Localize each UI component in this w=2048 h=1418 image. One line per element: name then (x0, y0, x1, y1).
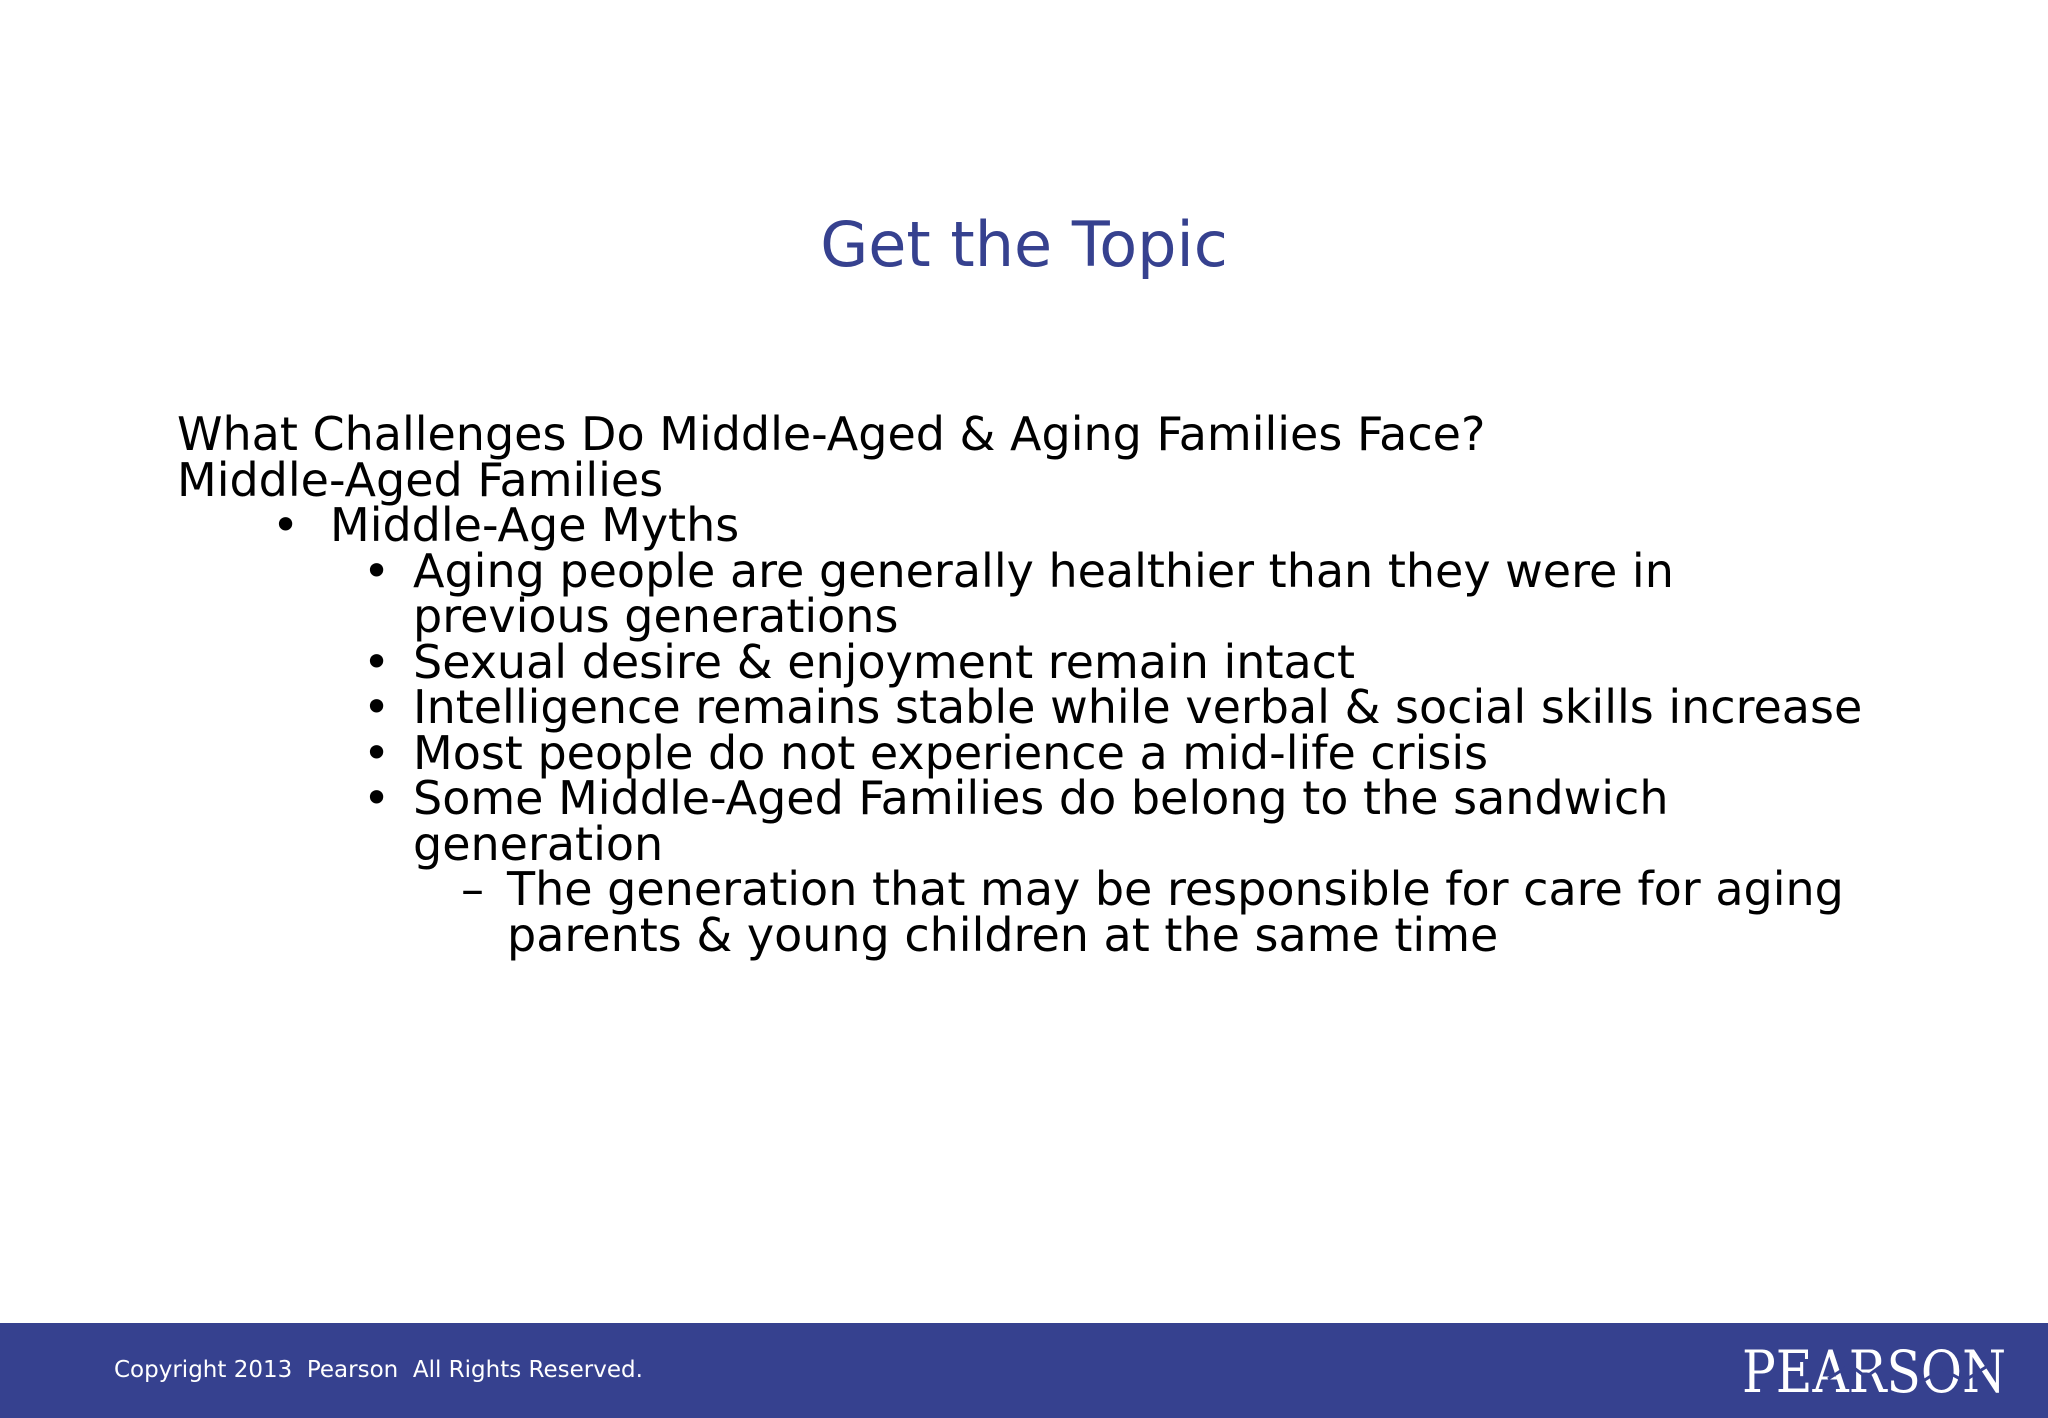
copyright-text: Copyright 2013 Pearson All Rights Reserved. (114, 1357, 643, 1383)
footer-band (0, 1323, 2048, 1418)
bullet-item (177, 543, 1877, 643)
bullet-item (177, 725, 1877, 780)
bullet-marker: • (363, 725, 391, 780)
bullet-item (177, 680, 1877, 734)
bullet-item (177, 862, 1877, 962)
slide-heading: What Challenges Do Middle-Aged & Aging Families Face? (177, 407, 1486, 461)
slide-body (177, 407, 1877, 962)
bullet-marker: • (363, 543, 391, 598)
bullet-text: Most people do not experience a mid-life crisis (413, 725, 1489, 780)
bullet-marker: • (363, 680, 391, 734)
bullet-text: Middle-Age Myths (330, 498, 740, 552)
bullet-item (177, 498, 1877, 552)
bullet-item (177, 771, 1877, 871)
bullet-text: The generation that may be responsible for care for aging parents & young children at the same time (507, 862, 1844, 962)
bullet-marker: • (272, 498, 300, 552)
slide-title: Get the Topic (820, 208, 1228, 281)
bullet-marker: • (363, 634, 391, 689)
slide-subheading: Middle-Aged Families (177, 452, 664, 507)
pearson-logo-icon (1742, 1338, 2012, 1406)
bullet-text: Some Middle-Aged Families do belong to the sandwich generation (413, 771, 1669, 871)
bullet-text: Aging people are generally healthier than they were in previous generations (413, 543, 1674, 643)
bullet-text: Sexual desire & enjoyment remain intact (413, 634, 1355, 689)
bullet-text: Intelligence remains stable while verbal & social skills increase (413, 680, 1863, 734)
bullet-marker: • (363, 771, 391, 825)
pearson-logo-text: PEARSON (1742, 1338, 2006, 1406)
bullet-item (177, 634, 1877, 689)
dash-marker: – (461, 862, 484, 916)
